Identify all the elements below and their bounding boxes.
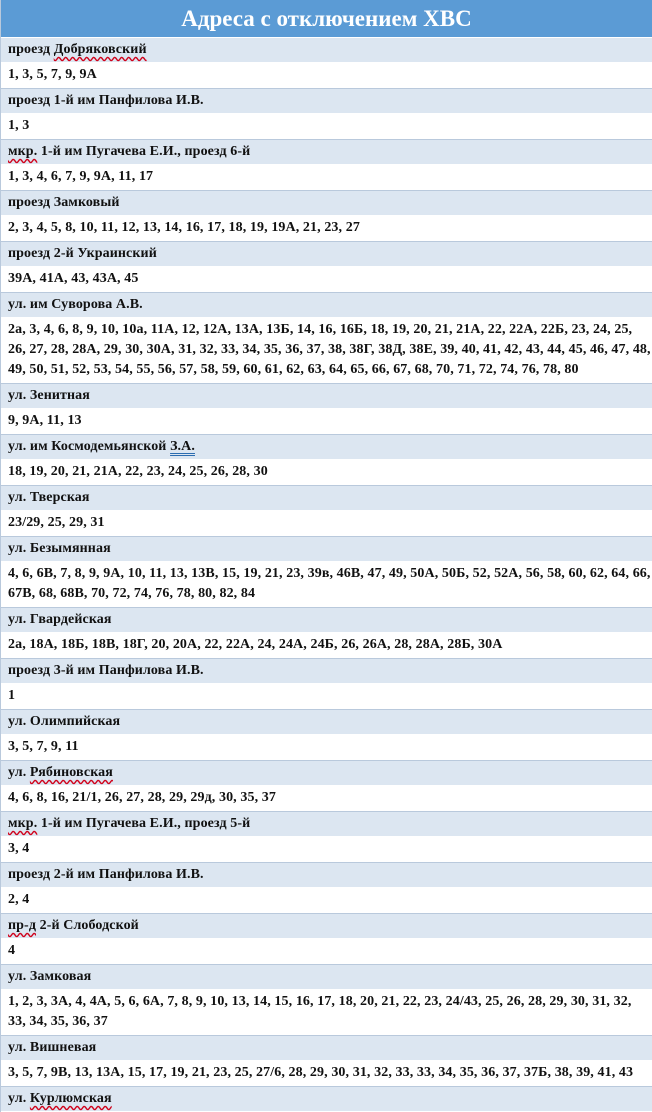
street-name: проезд Добряковский [1, 38, 652, 63]
house-numbers: 18, 19, 20, 21, 21А, 22, 23, 24, 25, 26, 28, 30 [1, 460, 652, 486]
street-name: ул. им Суворова А.В. [1, 293, 652, 318]
street-prefix: мкр. [8, 144, 38, 159]
street-prefix: пр-д [8, 918, 36, 933]
house-numbers: 4, 6, 8, 16, 21/1, 26, 27, 28, 29, 29д, 30, 35, 37 [1, 786, 652, 812]
street-name: ул. Замковая [1, 965, 652, 990]
house-numbers: 1, 2, 3, 3А, 4, 4А, 5, 6, 6А, 7, 8, 9, 10, 13, 14, 15, 16, 17, 18, 20, 21, 22, 23, 24/43, 25, 26, 28, 29, 30, 31, 32, 33, 34, 35, 36, 37 [1, 990, 652, 1036]
house-numbers: 2, 4 [1, 888, 652, 914]
house-numbers: 2а, 3, 4, 6, 8, 9, 10, 10а, 11А, 12, 12А, 13А, 13Б, 14, 16, 16Б, 18, 19, 20, 21, 21А, 22, 22А, 22Б, 23, 24, 25, 26, 27, 28, 28А, 29, 30, 30А, 31, 32, 33, 34, 35, 36, 37, 38, 38Г, 38Д, 38Е, 39, 40, 41, 42, 43, 44, 45, 46, 47, 48, 49, 50, 51, 52, 53, 54, 55, 56, 57, 58, 59, 60, 61, 62, 63, 64, 65, 66, 67, 68, 70, 71, 72, 74, 76, 78, 80 [1, 318, 652, 384]
street-name: проезд Замковый [1, 191, 652, 216]
street-name: мкр. 1-й им Пугачева Е.И., проезд 5-й [1, 812, 652, 837]
house-numbers: 3, 5, 7, 9, 11 [1, 735, 652, 761]
house-numbers: 3, 4 [1, 837, 652, 863]
street-word: Добряковский [53, 42, 147, 57]
street-initials: З.А. [170, 439, 195, 454]
street-name: ул. им Космодемьянской З.А. [1, 435, 652, 460]
house-numbers: 3, 5, 7, 9В, 13, 13А, 15, 17, 19, 21, 23, 25, 27/6, 28, 29, 30, 31, 32, 33, 33, 34, 35, 36, 37, 37Б, 38, 39, 41, 43 [1, 1061, 652, 1087]
street-name: проезд 1-й им Панфилова И.В. [1, 89, 652, 114]
street-prefix: мкр. [8, 816, 38, 831]
street-name: ул. Олимпийская [1, 710, 652, 735]
house-numbers: 4, 6, 6В, 7, 8, 9, 9А, 10, 11, 13, 13В, 15, 19, 21, 23, 39в, 46В, 47, 49, 50А, 50Б, 52, 52А, 56, 58, 60, 62, 64, 66, 67В, 68, 68В, 70, 72, 74, 76, 78, 80, 82, 84 [1, 562, 652, 608]
street-name: проезд 2-й им Панфилова И.В. [1, 863, 652, 888]
street-name: ул. Тверская [1, 486, 652, 511]
street-word: Рябиновская [29, 765, 113, 780]
street-name: ул. Безымянная [1, 537, 652, 562]
house-numbers: 1, 3, 4, 6, 7, 9, 9А, 11, 17 [1, 165, 652, 191]
street-name: проезд 2-й Украинский [1, 242, 652, 267]
street-name: ул. Зенитная [1, 384, 652, 409]
table-title: Адреса с отключением ХВС [1, 0, 652, 38]
house-numbers: 1 [1, 684, 652, 710]
street-name: ул. Рябиновская [1, 761, 652, 786]
street-name: ул. Курлюмская [1, 1087, 652, 1112]
street-word: Курлюмская [29, 1091, 112, 1106]
street-name: проезд 3-й им Панфилова И.В. [1, 659, 652, 684]
street-name: ул. Вишневая [1, 1036, 652, 1061]
street-name: ул. Гвардейская [1, 608, 652, 633]
street-name: пр-д 2-й Слободской [1, 914, 652, 939]
house-numbers: 39А, 41А, 43, 43А, 45 [1, 267, 652, 293]
house-numbers: 1, 3 [1, 114, 652, 140]
house-numbers: 23/29, 25, 29, 31 [1, 511, 652, 537]
street-name: мкр. 1-й им Пугачева Е.И., проезд 6-й [1, 140, 652, 165]
house-numbers: 9, 9А, 11, 13 [1, 409, 652, 435]
house-numbers: 2, 3, 4, 5, 8, 10, 11, 12, 13, 14, 16, 17, 18, 19, 19А, 21, 23, 27 [1, 216, 652, 242]
house-numbers: 4 [1, 939, 652, 965]
house-numbers: 2а, 18А, 18Б, 18В, 18Г, 20, 20А, 22, 22А, 24, 24А, 24Б, 26, 26А, 28, 28А, 28Б, 30А [1, 633, 652, 659]
house-numbers: 1, 3, 5, 7, 9, 9А [1, 63, 652, 89]
